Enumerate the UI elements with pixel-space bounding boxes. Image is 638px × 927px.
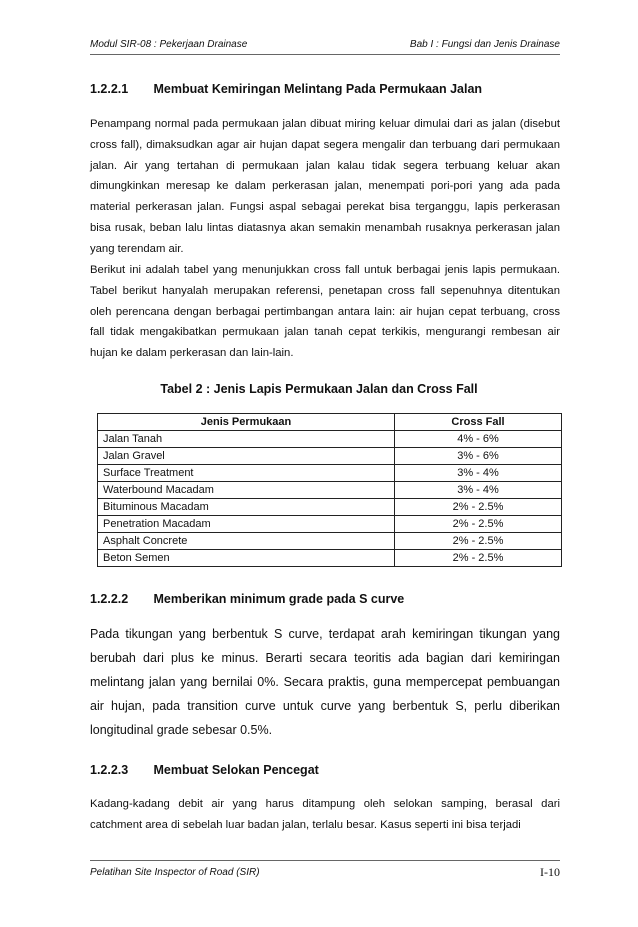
table-caption: Tabel 2 : Jenis Lapis Permukaan Jalan dan Cross Fall — [160, 382, 478, 396]
page-number: I-10 — [540, 865, 560, 879]
footer-course-title: Pelatihan Site Inspector of Road (SIR) — [90, 867, 260, 878]
table-row — [98, 448, 562, 465]
section-title: Memberikan minimum grade pada S curve — [153, 592, 405, 606]
cross-fall-table — [97, 413, 562, 567]
surface-type-cell: Jalan Gravel — [98, 448, 395, 465]
surface-type-cell: Jalan Tanah — [98, 431, 395, 448]
cross-fall-cell: 2% - 2.5% — [395, 499, 562, 516]
section-heading-1-2-2-2 — [90, 592, 404, 606]
column-header-cross-fall: Cross Fall — [395, 414, 562, 431]
section-title: Membuat Selokan Pencegat — [153, 763, 319, 777]
section-title: Membuat Kemiringan Melintang Pada Permukaan Jalan — [153, 82, 483, 96]
table-row — [98, 431, 562, 448]
section-3-paragraph: Kadang-kadang debit air yang harus ditampung oleh selokan samping, berasal dari catchment area di sebelah luar badan jalan, terlalu besar. Kasus seperti ini bisa terjadi — [90, 798, 560, 831]
table-row — [98, 516, 562, 533]
header-module-title: Modul SIR-08 : Pekerjaan Drainase — [90, 39, 248, 50]
table-row — [98, 499, 562, 516]
header-chapter-title: Bab I : Fungsi dan Jenis Drainase — [409, 39, 560, 50]
table-row — [98, 533, 562, 550]
cross-fall-cell: 2% - 2.5% — [395, 516, 562, 533]
cross-fall-cell: 3% - 4% — [395, 482, 562, 499]
surface-type-cell: Penetration Macadam — [98, 516, 395, 533]
section-heading-1-2-2-1 — [90, 82, 482, 96]
section-1-paragraph-1: Penampang normal pada permukaan jalan dibuat miring keluar dimulai dari as jalan (disebut cross fall), dimaksudkan agar air hujan dapat segera mengalir dan terbuang dari permukaan jalan. Air yang tertahan di permukaan jalan kalau tidak segera terbuang keluar akan dimungkinkan meresap ke dalam perkerasan jalan, menempati pori-pori yang ada pada material perkerasan jalan. Fungsi aspal sebagai perekat bisa terganggu, lapis perkerasan bisa rusak, beban lalu lintas diatasnya akan semakin menambah rusaknya perkerasan jalan yang terendam air. — [90, 118, 560, 255]
cross-fall-cell: 3% - 4% — [395, 465, 562, 482]
page-header — [90, 36, 560, 55]
table-row — [98, 465, 562, 482]
cross-fall-cell: 3% - 6% — [395, 448, 562, 465]
page-footer — [90, 860, 560, 881]
surface-type-cell: Surface Treatment — [98, 465, 395, 482]
table-row — [98, 550, 562, 567]
surface-type-cell: Asphalt Concrete — [98, 533, 395, 550]
table-header-row — [98, 414, 562, 431]
column-header-surface-type: Jenis Permukaan — [98, 414, 395, 431]
section-1-paragraph-2: Berikut ini adalah tabel yang menunjukkan cross fall untuk berbagai jenis lapis permukaan. Tabel berikut hanyalah merupakan referensi, penetapan cross fall sepenuhnya ditentukan oleh perencana dengan berbagai pertimbangan antara lain: air hujan cepat terbuang, cross fall tidak mengakibatkan permukaan jalan tanah cepat terkikis, mengurangi rembesan air hujan ke dalam perkerasan dan lain-lain. — [90, 264, 560, 360]
cross-fall-cell: 4% - 6% — [395, 431, 562, 448]
section-2-paragraph: Pada tikungan yang berbentuk S curve, terdapat arah kemiringan tikungan yang berubah dari plus ke minus. Berarti secara teoritis ada bagian dari kemiringan melintang jalan yang bernilai 0%. Secara praktis, guna mempercepat pembuangan air hujan, pada transition curve untuk curve yang berbentuk S, perlu diberikan longitudinal grade sebesar 0.5%. — [90, 627, 560, 737]
cross-fall-cell: 2% - 2.5% — [395, 533, 562, 550]
cross-fall-cell: 2% - 2.5% — [395, 550, 562, 567]
surface-type-cell: Beton Semen — [98, 550, 395, 567]
surface-type-cell: Bituminous Macadam — [98, 499, 395, 516]
table-row — [98, 482, 562, 499]
section-number: 1.2.2.3 — [90, 763, 129, 777]
section-number: 1.2.2.1 — [90, 82, 129, 96]
section-number: 1.2.2.2 — [90, 592, 129, 606]
section-heading-1-2-2-3 — [90, 763, 319, 777]
surface-type-cell: Waterbound Macadam — [98, 482, 395, 499]
